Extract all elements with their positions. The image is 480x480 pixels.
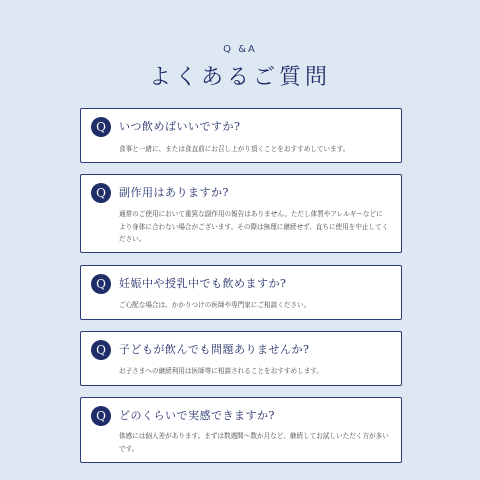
section-eyebrow: Q &A xyxy=(223,44,257,55)
faq-question: 子どもが飲んでも問題ありませんか? xyxy=(119,343,310,356)
faq-answer: お子さまへの継続利用は医師等に相談されることをおすすめします。 xyxy=(119,367,323,375)
faq-question: 妊娠中や授乳中でも飲めますか? xyxy=(119,277,287,290)
faq-question: どのくらいで実感できますか? xyxy=(119,409,275,422)
q-badge-icon: Q xyxy=(91,117,111,137)
q-badge-icon: Q xyxy=(91,340,111,360)
faq-answer: ご心配な場合は、かかりつけの医師や専門家にご相談ください。 xyxy=(119,301,311,309)
q-badge-icon: Q xyxy=(91,183,111,203)
faq-item-1 xyxy=(80,108,402,163)
q-badge-icon: Q xyxy=(91,274,111,294)
faq-item-3 xyxy=(80,265,402,320)
faq-answer: 通常のご使用において重篤な副作用の報告はありません。ただし体質やアレルギーなどにより身体に合わない場合がございます。その際は無理に継続せず、直ちに使用を中止してください。 xyxy=(119,210,389,243)
faq-item-2 xyxy=(80,174,402,253)
faq-question: 副作用はありますか? xyxy=(119,186,229,199)
q-badge-icon: Q xyxy=(91,406,111,426)
faq-item-5 xyxy=(80,397,402,463)
faq-answer: 食事と一緒に、または食直前にお召し上がり頂くことをおすすめしています。 xyxy=(119,145,350,153)
page-title: よくあるご質問 xyxy=(148,65,331,90)
faq-question: いつ飲めばいいですか? xyxy=(119,120,241,133)
faq-item-4 xyxy=(80,331,402,386)
faq-answer: 体感には個人差があります。まずは数週間〜数か月など、継続してお試しいただく方が多いです。 xyxy=(119,432,389,453)
